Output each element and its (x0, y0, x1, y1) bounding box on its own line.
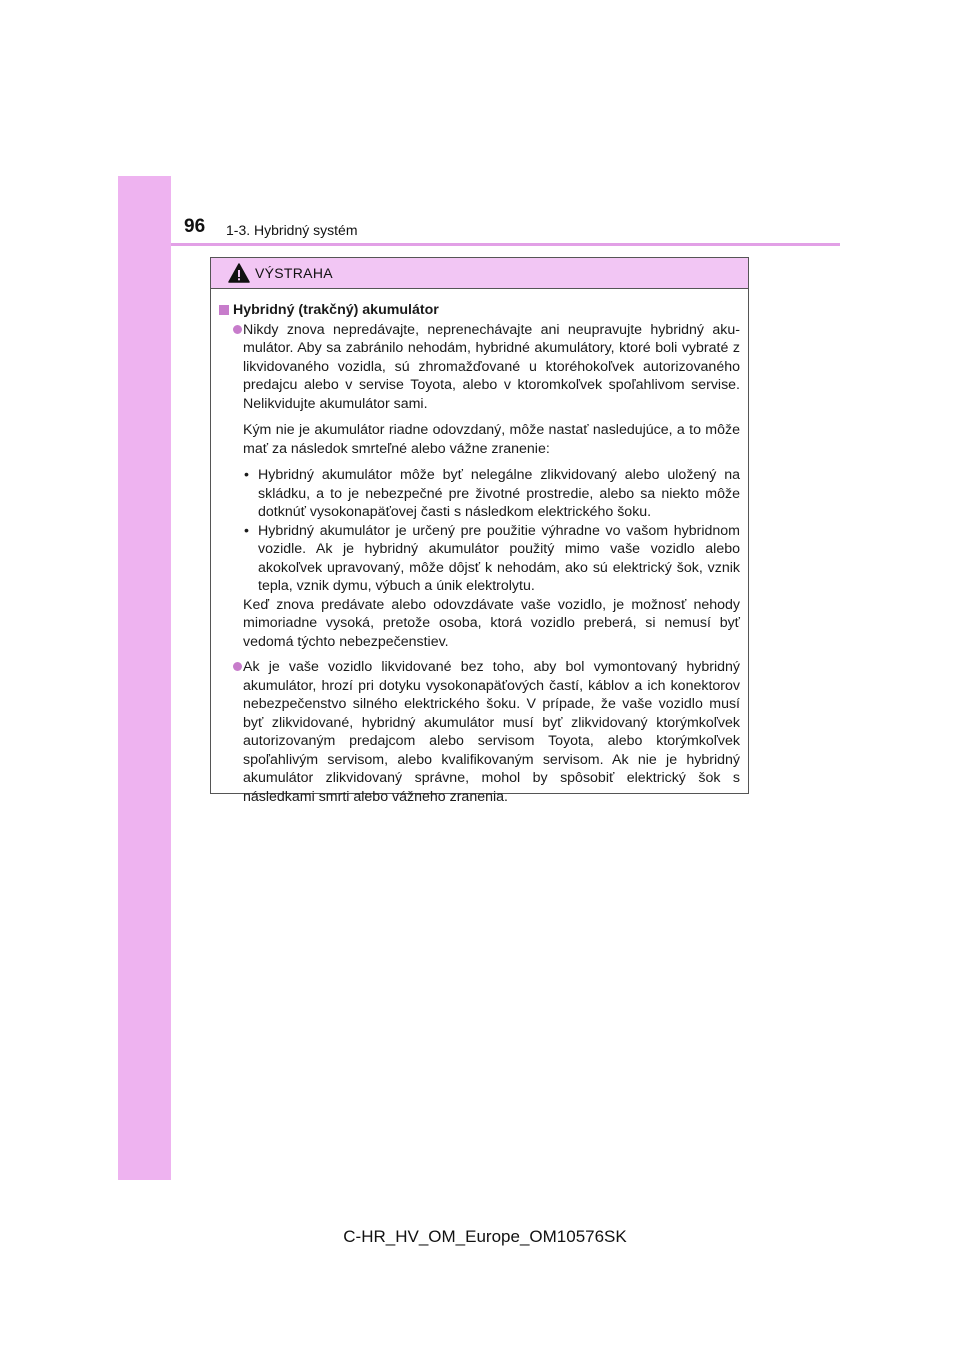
header-rule (171, 243, 840, 246)
square-bullet-icon (219, 305, 229, 315)
item-1-paragraph-2: Kým nie je akumulátor riadne odovzdaný, môže nastať nasledujúce, a to môže mať za následok smrteľné alebo vážne zranenie: (243, 422, 740, 457)
bullet-point-icon: • (244, 467, 249, 483)
document-code: C-HR_HV_OM_Europe_OM10576SK (343, 1227, 627, 1246)
section-title: 1-3. Hybridný systém (226, 222, 358, 238)
hazard-list-item (243, 522, 740, 596)
side-band (118, 176, 171, 1180)
warning-item-1 (219, 321, 740, 652)
warning-box (210, 257, 749, 805)
item-2-paragraph-1: Ak je vaše vozidlo likvidované bez toho, aby bol vymontovaný hybridný akumulátor, hrozí pri dotyku vysokonapäťových častí, káblov a ich konektorov nebezpečenstvo silného elektrického šoku. V prípade, že vaše vozidlo musí byť zlikvidované, hybridný akumulátor musí byť zlikvidovaný ktorýmkoľvek autorizovaným predajcom alebo servisom Toyota, alebo ktorýmkoľvek spoľahlivým servisom, alebo kvalifikovaným servisom. Ak nie je hybridný akumulátor zlikvidovaný správne, mohol by spôsobiť elektrický šok s následkami smrti alebo vážneho zranenia. (243, 659, 740, 805)
warning-body (211, 289, 748, 806)
warning-heading-text: Hybridný (trakčný) akumulátor (233, 302, 439, 318)
hazard-list-item-text: Hybridný akumulátor je určený pre použitie výhradne vo vašom hybridnom vozidle. Ak je hybridný akumulátor použitý mimo vaše vozidlo alebo akokoľvek upravovaný, môže dôjsť k nehodám, ako sú elektrický šok, vznik tepla, vznik dymu, výbuch a únik elektrolytu. (258, 522, 740, 594)
hazard-list-item (243, 466, 740, 522)
item-1-paragraph-3: Keď znova predávate alebo odovzdávate vaše vozidlo, je možnosť nehody mimoriadne vysoká, pretože osoba, ktorá vozidlo preberá, si nemusí byť vedomá týchto nebezpečenstiev. (243, 596, 740, 650)
hazard-list (243, 466, 740, 596)
warning-item-2 (219, 658, 740, 806)
warning-subheading (219, 301, 740, 320)
page-number: 96 (184, 216, 206, 237)
circle-bullet-icon (233, 325, 242, 334)
bullet-point-icon: • (244, 522, 249, 539)
item-1-paragraph-1: Nikdy znova nepredávajte, neprenechávajte ani neupravujte hybridný akumulátor. Aby sa zabránilo nehodám, hybridné akumulátory, ktoré boli vybraté z likvidovaného vozidla, sú zhromažďované u ktoréhokoľvek autorizovaného predajcu alebo v servise Toyota, alebo v ktoromkoľvek spoľahlivom servise. Nelikvidujte akumulátor sami. (243, 321, 740, 412)
warning-triangle-icon (228, 263, 250, 283)
hazard-list-item-text: Hybridný akumulátor môže byť nelegálne zlikvidovaný alebo uložený na skládku, a to je nebezpečné pre životné prostredie, alebo sa niekto môže dotknúť vysokonapäťovej časti s následkom elektrického šoku. (258, 467, 740, 520)
warning-header (211, 258, 748, 289)
circle-bullet-icon (233, 662, 242, 671)
warning-label: VÝSTRAHA (255, 265, 333, 281)
